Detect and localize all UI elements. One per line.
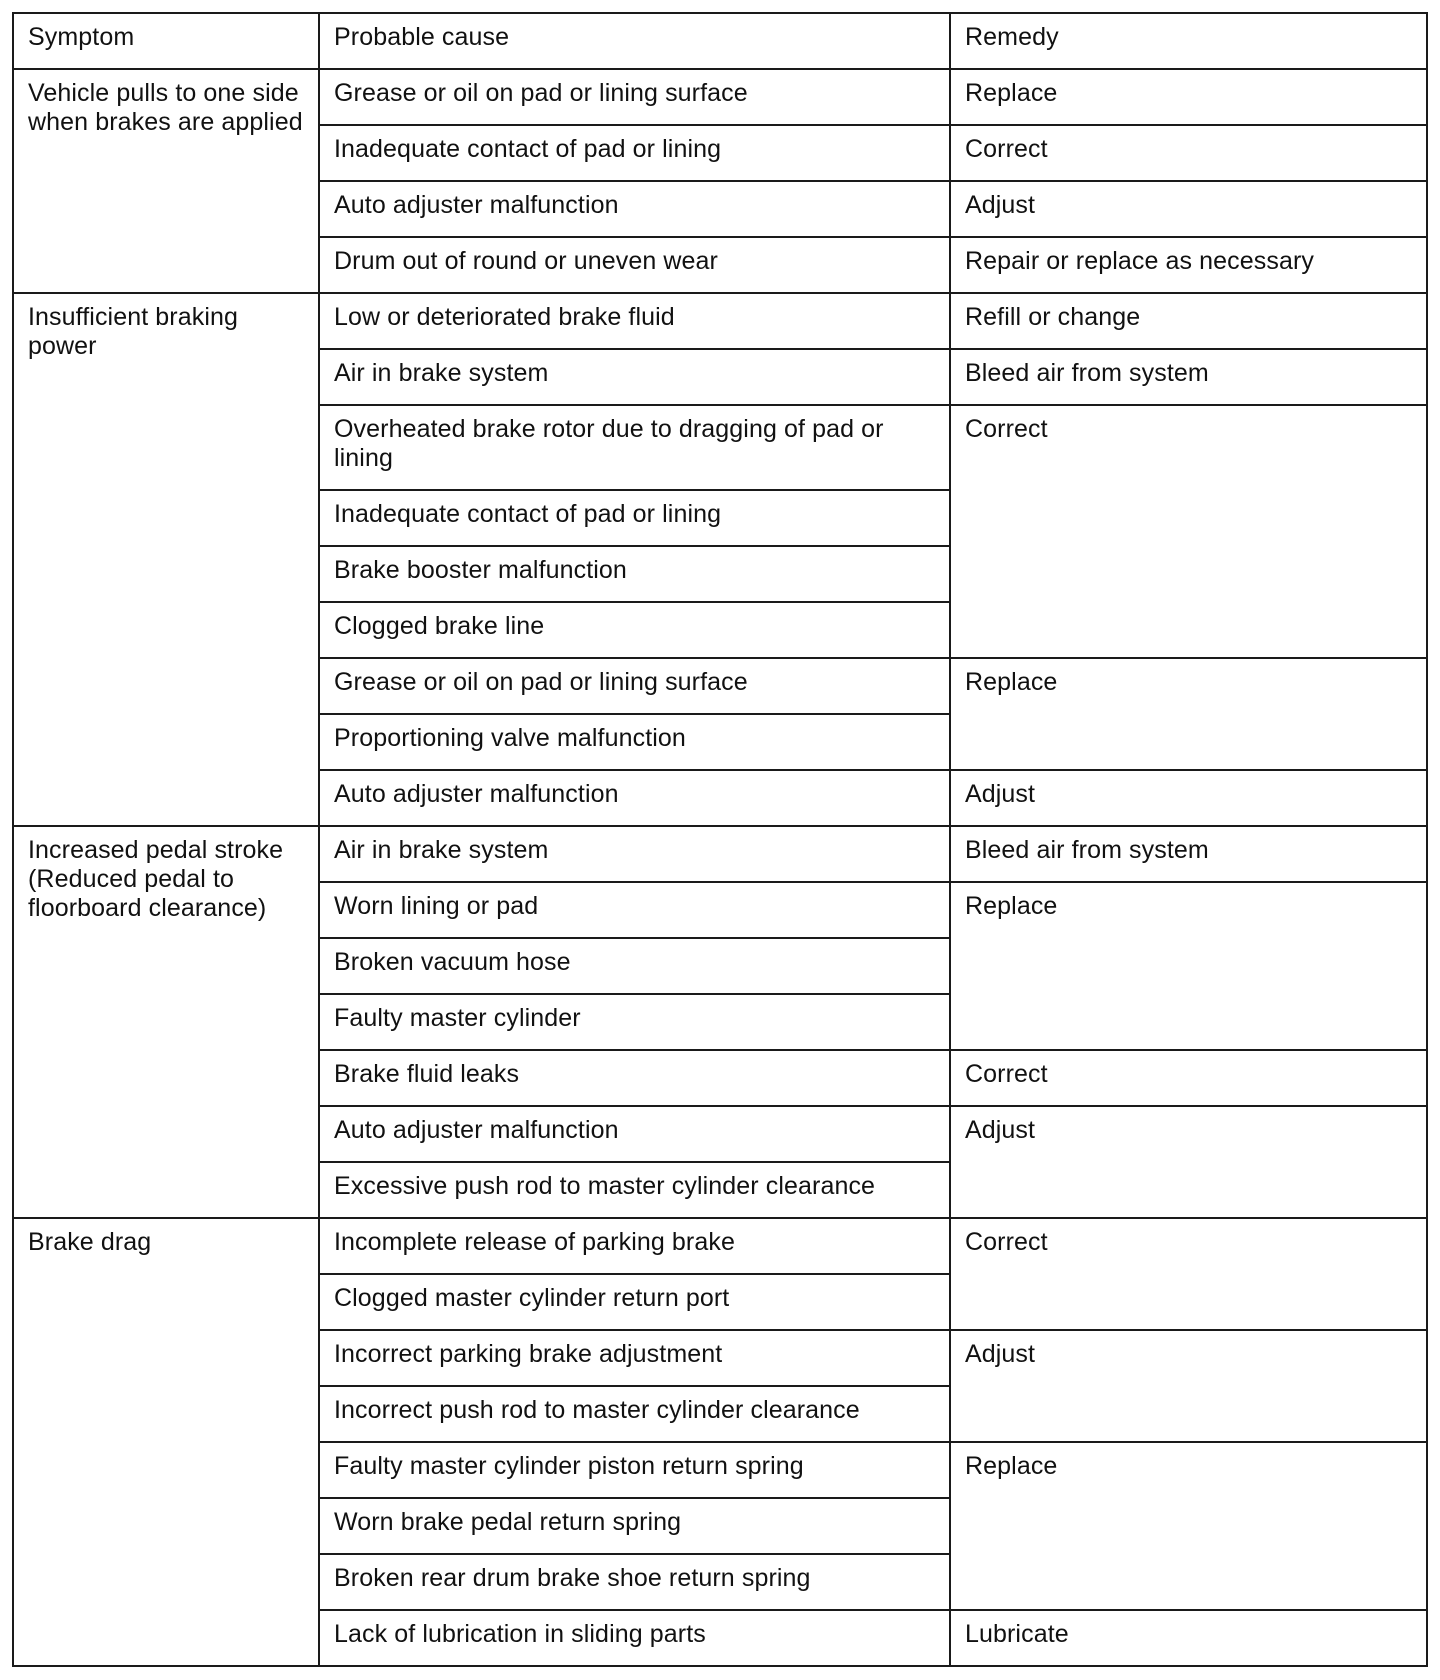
remedy-cell: Replace (950, 1442, 1427, 1610)
symptom-cell: Insufficient braking power (13, 293, 319, 826)
cause-cell: Worn brake pedal return spring (319, 1498, 950, 1554)
cause-cell: Brake booster malfunction (319, 546, 950, 602)
cause-cell: Low or deteriorated brake fluid (319, 293, 950, 349)
remedy-cell: Replace (950, 69, 1427, 125)
remedy-cell: Bleed air from system (950, 826, 1427, 882)
table-row (13, 293, 1427, 349)
remedy-cell: Adjust (950, 181, 1427, 237)
cause-cell: Faulty master cylinder (319, 994, 950, 1050)
table-row (13, 826, 1427, 882)
symptom-cell: Brake drag (13, 1218, 319, 1666)
cause-cell: Air in brake system (319, 349, 950, 405)
cause-cell: Grease or oil on pad or lining surface (319, 658, 950, 714)
cause-cell: Incorrect push rod to master cylinder clearance (319, 1386, 950, 1442)
cause-cell: Incorrect parking brake adjustment (319, 1330, 950, 1386)
cause-cell: Drum out of round or uneven wear (319, 237, 950, 293)
cause-cell: Air in brake system (319, 826, 950, 882)
cause-cell: Inadequate contact of pad or lining (319, 490, 950, 546)
header-probable-cause: Probable cause (319, 13, 950, 69)
cause-cell: Worn lining or pad (319, 882, 950, 938)
cause-cell: Clogged master cylinder return port (319, 1274, 950, 1330)
cause-cell: Faulty master cylinder piston return spring (319, 1442, 950, 1498)
cause-cell: Broken vacuum hose (319, 938, 950, 994)
cause-cell: Overheated brake rotor due to dragging of pad or lining (319, 405, 950, 490)
cause-cell: Auto adjuster malfunction (319, 1106, 950, 1162)
cause-cell: Auto adjuster malfunction (319, 770, 950, 826)
cause-cell: Proportioning valve malfunction (319, 714, 950, 770)
header-symptom: Symptom (13, 13, 319, 69)
header-row (13, 13, 1427, 69)
remedy-cell: Adjust (950, 1330, 1427, 1442)
cause-cell: Auto adjuster malfunction (319, 181, 950, 237)
symptom-cell: Increased pedal stroke (Reduced pedal to floorboard clearance) (13, 826, 319, 1218)
remedy-cell: Adjust (950, 770, 1427, 826)
cause-cell: Lack of lubrication in sliding parts (319, 1610, 950, 1666)
remedy-cell: Correct (950, 1050, 1427, 1106)
cause-cell: Grease or oil on pad or lining surface (319, 69, 950, 125)
cause-cell: Inadequate contact of pad or lining (319, 125, 950, 181)
troubleshooting-table (12, 12, 1428, 1667)
remedy-cell: Refill or change (950, 293, 1427, 349)
remedy-cell: Replace (950, 882, 1427, 1050)
remedy-cell: Bleed air from system (950, 349, 1427, 405)
remedy-cell: Correct (950, 405, 1427, 658)
cause-cell: Incomplete release of parking brake (319, 1218, 950, 1274)
remedy-cell: Adjust (950, 1106, 1427, 1218)
cause-cell: Brake fluid leaks (319, 1050, 950, 1106)
cause-cell: Excessive push rod to master cylinder clearance (319, 1162, 950, 1218)
header-remedy: Remedy (950, 13, 1427, 69)
table-row (13, 1218, 1427, 1274)
remedy-cell: Correct (950, 1218, 1427, 1330)
symptom-cell: Vehicle pulls to one side when brakes are applied (13, 69, 319, 293)
remedy-cell: Correct (950, 125, 1427, 181)
remedy-cell: Repair or replace as necessary (950, 237, 1427, 293)
cause-cell: Broken rear drum brake shoe return spring (319, 1554, 950, 1610)
table-row (13, 69, 1427, 125)
cause-cell: Clogged brake line (319, 602, 950, 658)
remedy-cell: Lubricate (950, 1610, 1427, 1666)
remedy-cell: Replace (950, 658, 1427, 770)
